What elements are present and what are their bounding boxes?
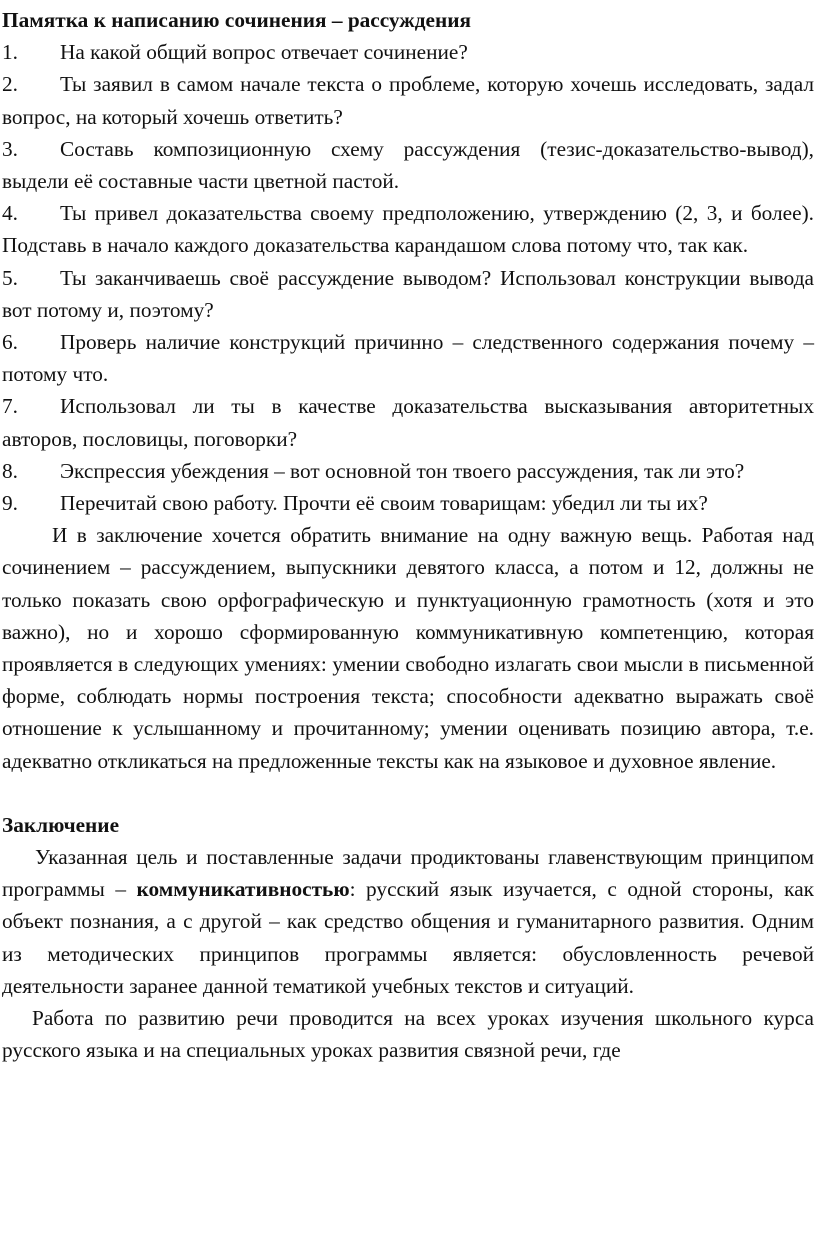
- item-text: Ты привел доказательства своему предположению, утверждению (2, 3, и более). Подставь в начало каждого доказательства карандашом слова потому что, так как.: [2, 201, 814, 258]
- item-text: Ты заявил в самом начале текста о проблеме, которую хочешь исследовать, задал вопрос, на который хочешь ответить?: [2, 72, 814, 129]
- conclusion-text-part: Указанная цель и поставленные задачи продиктованы главенствующим принципом программы –: [2, 845, 814, 902]
- memo-closing-paragraph: И в заключение хочется обратить внимание на одну важную вещь. Работая над сочинением – рассуждением, выпускники девятого класса, а потом и 12, должны не только показать свою орфографическую и пунктуационную грамотность (хотя и это важно), но и хорошо сформированную коммуникативную компетенцию, которая проявляется в следующих умениях: умении свободно излагать свои мысли в письменной форме, соблюдать нормы построения текста; способности адекватно выражать своё отношение к услышанному и прочитанному; умении оценивать позицию автора, т.е. адекватно откликаться на предложенные тексты как на языковое и духовное явление.: [2, 523, 814, 773]
- item-number: 6.: [2, 330, 18, 355]
- conclusion-paragraph-2: Работа по развитию речи проводится на всех уроках изучения школьного курса русского языка и на специальных уроках развития связной речи, где: [2, 1006, 814, 1063]
- memo-title: Памятка к написанию сочинения – рассуждения: [2, 8, 472, 32]
- item-number: 3.: [2, 136, 18, 161]
- conclusion-bold-term: коммуникативностью: [136, 877, 350, 902]
- conclusion-paragraph-1: [2, 841, 814, 1002]
- memo-checklist: [2, 36, 814, 519]
- list-item: [2, 36, 814, 68]
- item-text: Ты заканчиваешь своё рассуждение выводом? Использовал конструкции вывода вот потому и, поэтому?: [2, 265, 814, 322]
- item-text: Проверь наличие конструкций причинно – следственного содержания почему – потому что.: [2, 330, 814, 387]
- conclusion-text-part: : русский язык изучается, с одной стороны, как объект познания, а с другой – как средство общения и гуманитарного развития. Одним из методических принципов программы является: обусловленность речевой деятельности заранее данной тематикой учебных текстов и ситуаций.: [2, 877, 814, 998]
- list-item: [2, 133, 814, 197]
- section-spacer: [2, 777, 814, 809]
- item-text: На какой общий вопрос отвечает сочинение?: [60, 40, 468, 65]
- item-text: Использовал ли ты в качестве доказательства высказывания авторитетных авторов, пословицы, поговорки?: [2, 394, 814, 451]
- item-text: Перечитай свою работу. Прочти её своим товарищам: убедил ли ты их?: [60, 491, 708, 516]
- item-number: 2.: [2, 72, 18, 97]
- list-item: [2, 487, 814, 519]
- item-number: 4.: [2, 201, 18, 226]
- list-item: [2, 68, 814, 132]
- list-item: [2, 455, 814, 487]
- list-item: [2, 197, 814, 261]
- conclusion-title: Заключение: [2, 812, 120, 837]
- list-item: [2, 326, 814, 390]
- item-text: Составь композиционную схему рассуждения (тезис-доказательство-вывод), выдели её составные части цветной пастой.: [2, 136, 814, 194]
- item-number: 1.: [2, 40, 18, 65]
- list-item: [2, 390, 814, 454]
- item-text: Экспрессия убеждения – вот основной тон твоего рассуждения, так ли это?: [60, 458, 745, 483]
- item-number: 8.: [2, 458, 18, 483]
- item-number: 5.: [2, 265, 18, 290]
- list-item: [2, 262, 814, 326]
- item-number: 7.: [2, 394, 18, 419]
- item-number: 9.: [2, 491, 18, 516]
